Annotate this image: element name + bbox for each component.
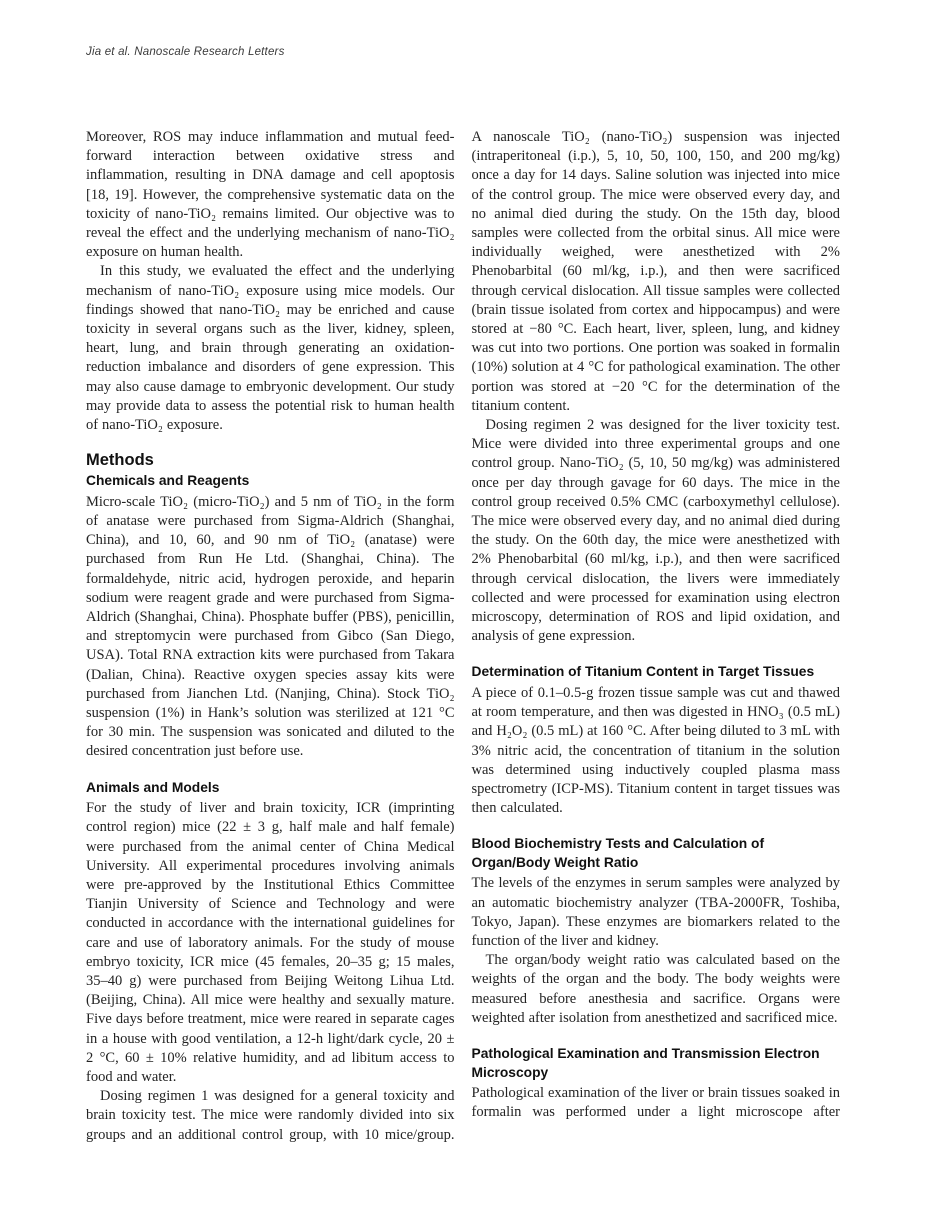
running-head: Jia et al. Nanoscale Research Letters bbox=[86, 46, 285, 58]
paragraph-blood-biochemistry: The levels of the enzymes in serum samples were analyzed by an automatic biochemistry analyzer (TBA-2000FR, Toshiba, Tokyo, Japan). These enzymes are biomarkers related to the function of the liver and kidney. bbox=[471, 875, 840, 950]
subsection-heading-chemicals-and-reagents: Chemicals and Reagents bbox=[86, 473, 250, 489]
paragraph-pathological-examination: Pathological examination of the liver or brain tissues soaked in formalin was performed under a light microscope after bbox=[471, 1085, 840, 1121]
subsection-heading-titanium-content: Determination of Titanium Content in Target Tissues bbox=[471, 664, 815, 680]
paragraph-titanium-determination: A piece of 0.1–0.5-g frozen tissue sample was cut and thawed at room temperature, and then was digested in HNO₃ (0.5 mL) and H₂O₂ (0.5 mL) at 160 °C. After being diluted to 3 mL with 3% nitric acid, the concentration of titanium in the solution was determined using inductively coupled plasma mass spectrometry (ICP-MS). Titanium content in target tissues was then calculated. bbox=[471, 684, 840, 817]
paragraph-organ-body-weight-ratio: The organ/body weight ratio was calculated based on the weights of the organ and the body. The body weights were measured before anesthesia and sacrifice. Organs were weighted after isolation from anesthetized and sacrificed mice. bbox=[471, 952, 840, 1026]
paragraph-study-overview: In this study, we evaluated the effect and the underlying mechanism of nano-TiO₂ exposure using mice models. Our findings showed that nano-TiO₂ may be enriched and cause toxicity in several organs such as the liver, kidney, spleen, heart, lung, and brain through generating an oxidation-reduction imbalance and disorders of gene expression. This may also cause damage to embryonic development. Our study may provide data to assess the potential risk to human health of nano-TiO₂ exposure. bbox=[86, 263, 455, 434]
section-heading-methods: Methods bbox=[86, 451, 154, 470]
paragraph-dosing-regimen-2: Dosing regimen 2 was designed for the liver toxicity test. Mice were divided into three experimental groups and one control group. Nano-TiO₂ (5, 10, 50 mg/kg) was administered once per day through gavage for 60 days. The mice in the control group received 0.5% CMC (carboxymethyl cellulose). The mice were observed every day, and no animal died during the study. On the 60th day, the mice were anesthetized with 2% Phenobarbital (60 ml/kg, i.p.), and then were sacrificed through cervical dislocation, the livers were immediately collected and were processed for examination using electron microscopy, determination of ROS and lipid oxidation, and analysis of gene expression. bbox=[471, 417, 840, 645]
right-column bbox=[472, 128, 841, 1145]
paragraph-animals-and-models: For the study of liver and brain toxicity, ICR (imprinting control region) mice (22 ± 3 g, half male and half female) were purchased from the animal center of China Medical University. All experimental procedures involving animals were pre-approved by the Institutional Ethics Committee Tianjin University of Science and Technology and were conducted in accordance with the international guidelines for care and use of laboratory animals. For the study of mouse embryo toxicity, ICR mice (45 females, 20–35 g; 15 males, 35–40 g) were purchased from Beijing Weitong Lihua Ltd. (Beijing, China). All mice were healthy and sexually mature. Five days before treatment, mice were reared in separate cages in a house with good ventilation, a 12-h light/dark cycle, 20 ± 2 °C, 60 ± 10% relative humidity, and ad libitum access to food and water. bbox=[86, 800, 455, 1085]
paragraph-dosing-regimen-1: Dosing regimen 1 was designed for a general toxicity and brain toxicity test. The mice were randomly divided into six groups and an additional control group, with 10 mice/group. bbox=[86, 1088, 455, 1143]
subsection-heading-animals-and-models: Animals and Models bbox=[86, 779, 220, 795]
left-column bbox=[86, 128, 455, 1145]
paragraph-ros-inflammation: Moreover, ROS may induce inflammation and mutual feed-forward interaction between oxidative stress and inflammation, resulting in DNA damage and cell apoptosis [18, 19]. However, the comprehensive systematic data on the toxicity of nano-TiO₂ remains limited. Our objective was to reveal the effect and the underlying mechanism of nano-TiO₂ exposure on human health. bbox=[86, 129, 455, 261]
paragraph-injection-protocol: A nanoscale TiO₂ (nano-TiO₂) suspension was injected (intraperitoneal (i.p.), 5, 10, 50, 100, 150, and 200 mg/kg) once a day for 14 days. Saline solution was injected into mice of the control group. The mice were observed every day, and no animal died during the study. On the 15th day, blood samples were collected from the orbital sinus. All mice were individually weighed, were anesthetized with 2% Phenobarbital (60 ml/kg, i.p.), and then were sacrificed through cervical dislocation. All tissue samples were collected (brain tissue isolated from cortex and hippocampus) and were stored at −80 °C. Each heart, liver, spleen, lung, and kidney was cut into two portions. One portion was soaked in formalin (10%) solution at 4 °C for pathological examination. The other portion was stored at −20 °C for the determination of the titanium content. bbox=[471, 129, 840, 414]
subsection-heading-pathological-examination: Pathological Examination and Transmission Electron Microscopy bbox=[471, 1046, 820, 1080]
subsection-heading-blood-biochemistry: Blood Biochemistry Tests and Calculation of Organ/Body Weight Ratio bbox=[471, 836, 765, 870]
paragraph-chemicals-and-reagents: Micro-scale TiO₂ (micro-TiO₂) and 5 nm of TiO₂ in the form of anatase were purchased from Sigma-Aldrich (Shanghai, China), and 10, 60, and 90 nm of TiO₂ (anatase) were purchased from Run He Ltd. (Shanghai, China). The formaldehyde, nitric acid, hydrogen peroxide, and heparin sodium were reagent grade and were purchased from Sigma-Aldrich (Shanghai, China). Phosphate buffer (PBS), penicillin, and streptomycin were purchased from Gibco (San Diego, USA). Total RNA extraction kits were purchased from Takara (Dalian, China). Reactive oxygen species assay kits were purchased from Jianchen Ltd. (Nanjing, China). Stock TiO₂ suspension (1%) in Hank’s solution was sterilized at 121 °C for 30 min. The suspension was sonicated and diluted to the desired concentration just before use. bbox=[86, 493, 455, 760]
two-column-layout bbox=[86, 128, 840, 1145]
